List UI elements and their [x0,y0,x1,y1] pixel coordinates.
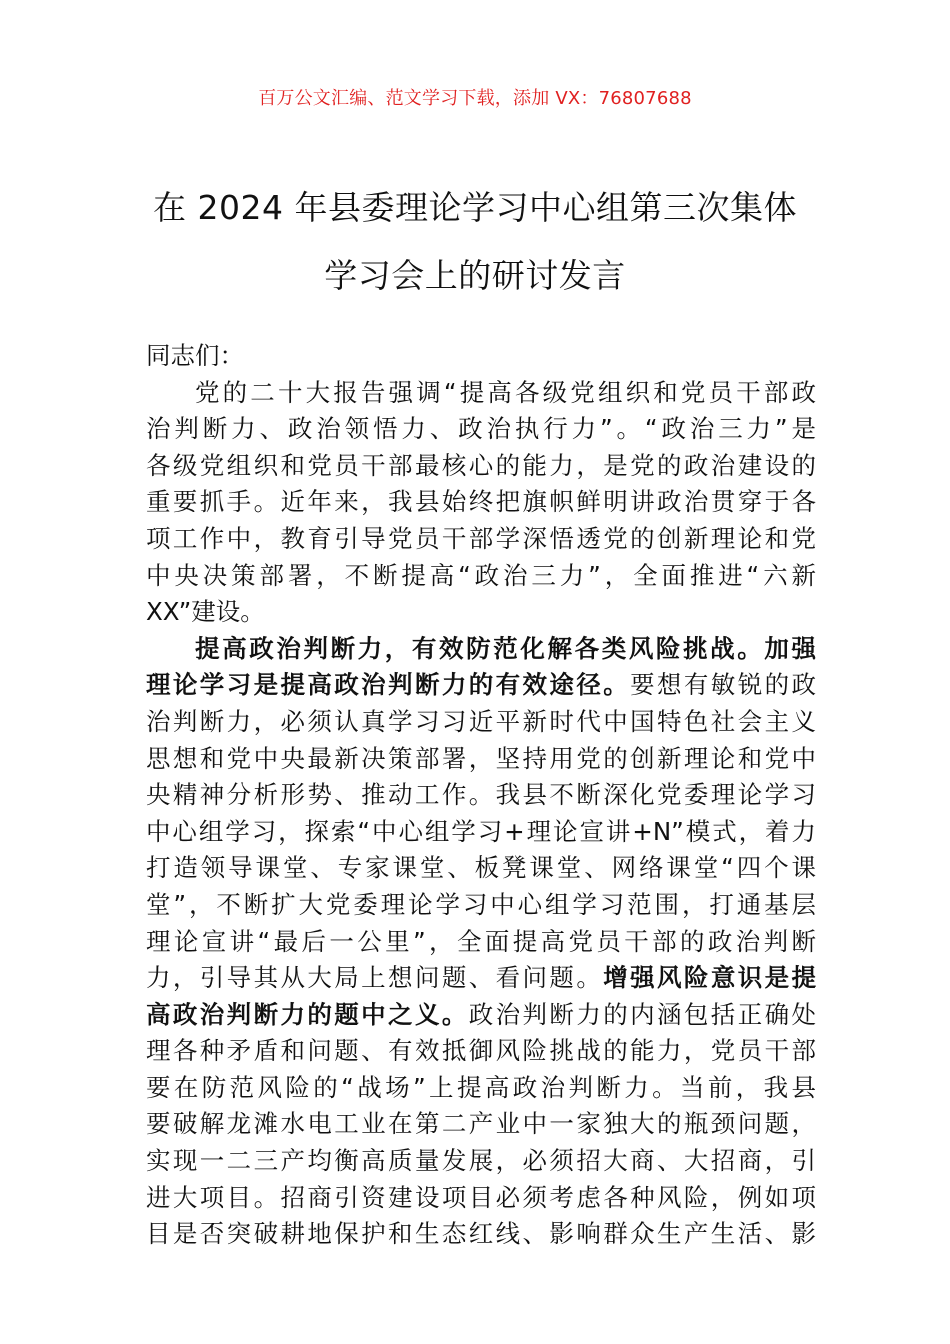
paragraph-line: 进大项目。招商引资建设项目必须考虑各种风险，例如项 [146,1182,816,1212]
paragraph-line: 目是否突破耕地保护和生态红线、影响群众生产生活、影 [146,1219,816,1249]
section-subheading: 高政治判断力的题中之义。 [146,999,469,1029]
paragraph-line: 央精神分析形势、推动工作。我县不断深化党委理论学习 [146,780,816,810]
paragraph-line: 打造领导课堂、专家课堂、板凳课堂、网络课堂“四个课 [146,853,816,883]
paragraph-line [146,667,816,704]
paragraph-line: 各级党组织和党员干部最核心的能力，是党的政治建设的 [146,450,816,480]
document-body [146,338,816,1253]
paragraph-line: 中央决策部署，不断提高“政治三力”，全面推进“六新 [146,560,816,590]
body-text: 政治判断力的内涵包括正确处 [468,999,816,1029]
paragraph-intro [146,375,816,631]
paragraph-line [146,960,816,997]
paragraph-line: 中心组学习，探索“中心组学习+理论宣讲+N”模式，着力 [146,816,816,846]
paragraph-political-judgment [146,631,816,1253]
paragraph-line [146,631,816,668]
paragraph-line: 重要抓手。近年来，我县始终把旗帜鲜明讲政治贯穿于各 [146,487,816,517]
paragraph-line: 实现一二三产均衡高质量发展，必须招大商、大招商，引 [146,1146,816,1176]
body-text: 要想有敏锐的政 [630,670,816,700]
section-subheading: 增强风险意识是提 [603,963,817,993]
paragraph-line: 要破解龙滩水电工业在第二产业中一家独大的瓶颈问题， [146,1109,816,1139]
paragraph-line: 项工作中，教育引导党员干部学深悟透党的创新理论和党 [146,523,816,553]
paragraph-line: 治判断力，必须认真学习习近平新时代中国特色社会主义 [146,706,816,736]
paragraph-line: 治判断力、政治领悟力、政治执行力”。“政治三力”是 [146,414,816,444]
paragraph-line: 堂”，不断扩大党委理论学习中心组学习范围，打通基层 [146,889,816,919]
paragraph-line: XX”建设。 [146,597,265,627]
watermark-header: 百万公文汇编、范文学习下载，添加 VX：76807688 [258,88,692,109]
document-title-line-2: 学习会上的研讨发言 [324,256,626,295]
paragraph-line: 思想和党中央最新决策部署，坚持用党的创新理论和党中 [146,743,816,773]
paragraph-line: 理各种矛盾和问题、有效抵御风险挑战的能力，党员干部 [146,1036,816,1066]
paragraph-line: 要在防范风险的“战场”上提高政治判断力。当前，我县 [146,1072,816,1102]
section-subheading: 理论学习是提高政治判断力的有效途径。 [146,670,631,700]
document-title-line-1: 在 2024 年县委理论学习中心组第三次集体 [153,188,797,227]
paragraph-line [146,997,816,1034]
body-text: 力，引导其从大局上想问题、看问题。 [146,963,604,993]
paragraph-line: 理论宣讲“最后一公里”，全面提高党员干部的政治判断 [146,926,816,956]
section-heading: 提高政治判断力，有效防范化解各类风险挑战。加强 [195,633,816,663]
paragraph-line: 党的二十大报告强调“提高各级党组织和党员干部政 [195,377,816,407]
salutation: 同志们： [146,341,244,370]
